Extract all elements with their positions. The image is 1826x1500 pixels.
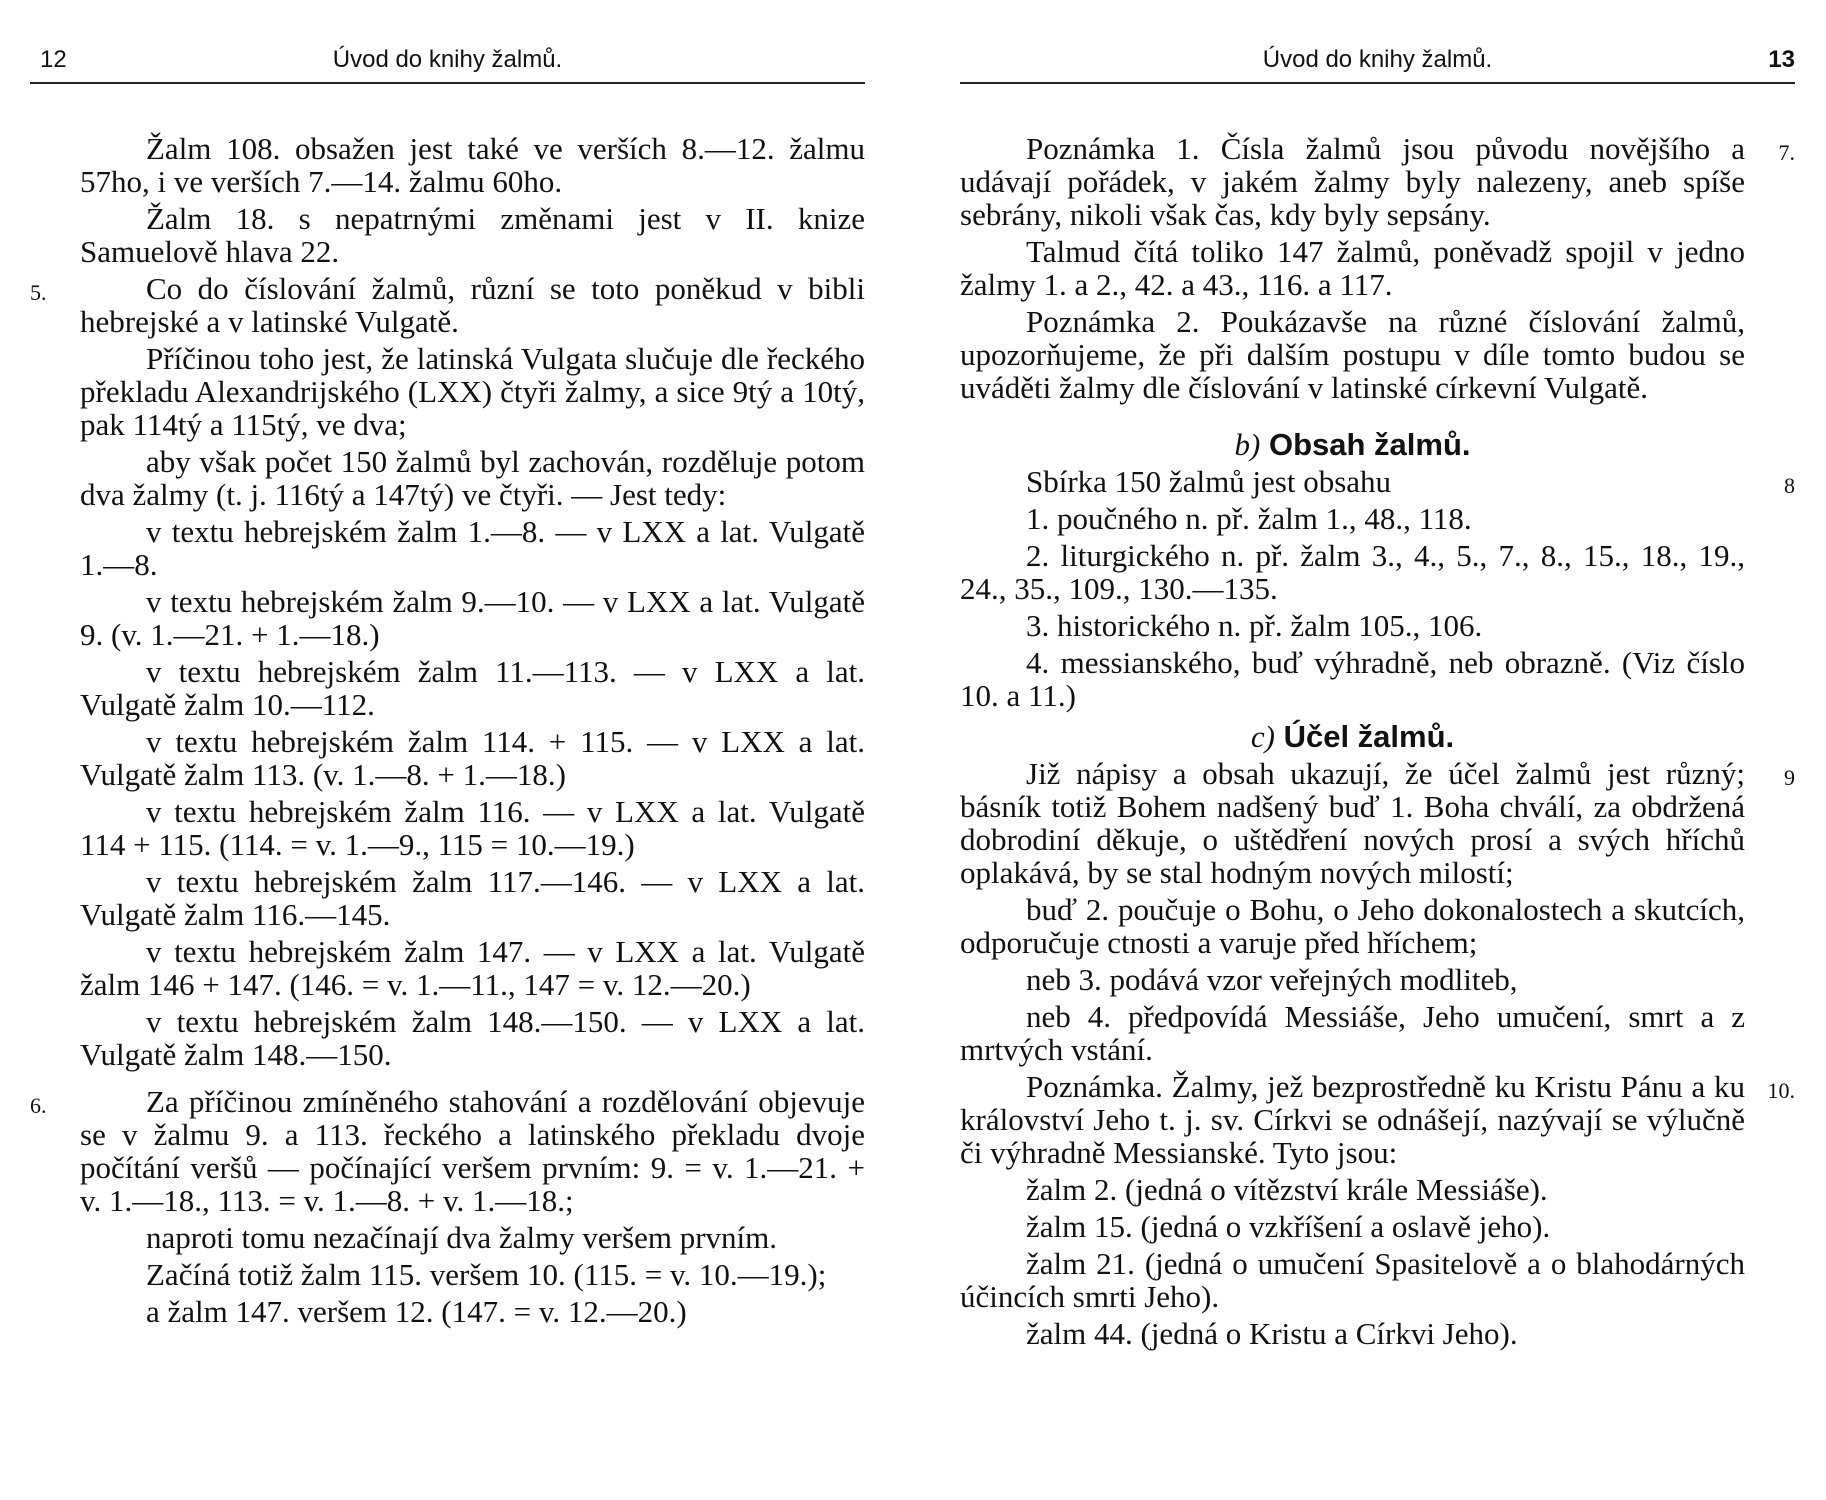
paragraph: aby však počet 150 žalmů byl zachován, rozděluje potom dva žalmy (t. j. 116tý a 147tý) ve čtyři. — Jest tedy: <box>80 444 865 512</box>
list-item: 3. historického n. př. žalm 105., 106. <box>1026 608 1483 643</box>
page-body <box>30 84 865 1328</box>
paragraph: neb 4. předpovídá Messiáše, Jeho umučení, smrt a z mrtvých vstání. <box>960 999 1745 1067</box>
section-number: 9 <box>1784 765 1795 790</box>
list-item: 1. poučného n. př. žalm 1., 48., 118. <box>1026 501 1472 536</box>
list-item: v textu hebrejském žalm 9.—10. — v LXX a lat. Vulgatě 9. (v. 1.—21. + 1.—18.) <box>80 584 865 652</box>
list-item: 2. liturgického n. př. žalm 3., 4., 5., 7., 8., 15., 18., 19., 24., 35., 109., 130.—135. <box>960 538 1745 606</box>
section-number: 6. <box>30 1093 47 1118</box>
section-9 <box>960 756 1795 890</box>
list-item: žalm 21. (jedná o umučení Spasitelově a o blahodárných účincích smrti Jeho). <box>960 1246 1745 1314</box>
paragraph: Poznámka 1. Čísla žalmů jsou původu novějšího a udávají pořádek, v jakém žalmy byly nalezeny, aneb spíše sebrány, nikoli však čas, kdy byly sepsány. <box>960 131 1745 232</box>
paragraph: Začíná totiž žalm 115. veršem 10. (115. = v. 10.—19.); <box>146 1257 827 1292</box>
paragraph: Za příčinou zmíněného stahování a rozdělování objevuje se v žalmu 9. a 113. řeckého a latinského překladu dvoje počítání veršů — počínající veršem prvním: 9. = v. 1.—21. + v. 1.—18., 113. = v. 1.—8. + v. 1.—18.; <box>80 1084 865 1218</box>
section-6 <box>30 1084 865 1218</box>
list-item: žalm 15. (jedná o vzkříšení a oslavě jeho). <box>1026 1209 1551 1244</box>
paragraph: Příčinou toho jest, že latinská Vulgata slučuje dle řeckého překladu Alexandrijského (LXX) čtyři žalmy, a sice 9tý a 10tý, pak 114tý a 115tý, ve dva; <box>80 341 865 442</box>
list-item: žalm 44. (jedná o Kristu a Církvi Jeho). <box>1026 1316 1518 1351</box>
list-item: v textu hebrejském žalm 1.—8. — v LXX a lat. Vulgatě 1.—8. <box>80 514 865 582</box>
heading-letter: b) <box>1234 427 1261 462</box>
paragraph: Žalm 18. s nepatrnými změnami jest v II. knize Samuelově hlava 22. <box>80 201 865 269</box>
heading-text: Obsah žalmů. <box>1268 427 1471 462</box>
list-item: v textu hebrejském žalm 114. + 115. — v LXX a lat. Vulgatě žalm 113. (v. 1.—8. + 1.—18.) <box>80 724 865 792</box>
list-item: v textu hebrejském žalm 116. — v LXX a lat. Vulgatě 114 + 115. (114. = v. 1.—9., 115 = 10.—19.) <box>80 794 865 862</box>
list-item: žalm 2. (jedná o vítězství krále Messiáše). <box>1026 1172 1548 1207</box>
list-item: v textu hebrejském žalm 117.—146. — v LXX a lat. Vulgatě žalm 116.—145. <box>80 864 865 932</box>
section-number: 7. <box>1778 140 1795 165</box>
list-item: v textu hebrejském žalm 147. — v LXX a lat. Vulgatě žalm 146 + 147. (146. = v. 1.—11., 147 = v. 12.—20.) <box>80 934 865 1002</box>
section-8 <box>960 464 1795 499</box>
page-number: 13 <box>1768 46 1795 73</box>
paragraph: a žalm 147. veršem 12. (147. = v. 12.—20.) <box>146 1294 687 1329</box>
list-item: v textu hebrejském žalm 11.—113. — v LXX a lat. Vulgatě žalm 10.—112. <box>80 654 865 722</box>
paragraph: Poznámka. Žalmy, jež bezprostředně ku Kristu Pánu a ku království Jeho t. j. sv. Církvi se odnášejí, nazývají se výlučně či výhradně Messianské. Tyto jsou: <box>960 1069 1745 1170</box>
paragraph: buď 2. poučuje o Bohu, o Jeho dokonalostech a skutcích, odporučuje ctnosti a varuje před hříchem; <box>960 892 1745 960</box>
page-number: 12 <box>40 46 67 73</box>
list-item: v textu hebrejském žalm 148.—150. — v LXX a lat. Vulgatě žalm 148.—150. <box>80 1004 865 1072</box>
paragraph: neb 3. podává vzor veřejných modliteb, <box>1026 962 1518 997</box>
page-header <box>960 40 1795 84</box>
heading-letter: c) <box>1250 719 1275 754</box>
paragraph: Sbírka 150 žalmů jest obsahu <box>1026 464 1392 499</box>
list-item: 4. messianského, buď výhradně, neb obrazně. (Viz číslo 10. a 11.) <box>960 645 1745 713</box>
section-number: 10. <box>1767 1078 1795 1103</box>
paragraph: naproti tomu nezačínají dva žalmy veršem prvním. <box>146 1220 777 1255</box>
section-number: 5. <box>30 280 47 305</box>
section-7 <box>960 131 1795 232</box>
right-page <box>960 40 1795 1354</box>
page-header <box>30 40 865 84</box>
running-title: Úvod do knihy žalmů. <box>332 46 563 73</box>
running-title: Úvod do knihy žalmů. <box>1262 46 1493 73</box>
paragraph: Žalm 108. obsažen jest také ve verších 8.—12. žalmu 57ho, i ve verších 7.—14. žalmu 60ho. <box>80 131 865 199</box>
section-heading-c <box>960 720 1745 753</box>
paragraph: Talmud čítá toliko 147 žalmů, poněvadž spojil v jedno žalmy 1. a 2., 42. a 43., 116. a 117. <box>960 234 1745 302</box>
section-number: 8 <box>1784 473 1795 498</box>
paragraph: Již nápisy a obsah ukazují, že účel žalmů jest různý; básník totiž Bohem nadšený buď 1. Boha chválí, za obdržená dobrodiní děkuje, o uštědření nových prosí a svých hříchů oplakává, by se stal hodným nových milostí; <box>960 756 1745 890</box>
section-heading-b <box>960 428 1745 461</box>
paragraph: Poznámka 2. Poukázavše na různé číslování žalmů, upozorňujeme, že při dalším postupu v díle tomto budou se uváděti žalmy dle číslování v latinské církevní Vulgatě. <box>960 304 1745 405</box>
left-page <box>30 40 865 1332</box>
heading-text: Účel žalmů. <box>1283 719 1455 754</box>
section-5 <box>30 271 865 339</box>
paragraph: Co do číslování žalmů, různí se toto poněkud v bibli hebrejské a v latinské Vulgatě. <box>80 271 865 339</box>
section-10 <box>960 1069 1795 1170</box>
page-body <box>960 84 1795 1350</box>
